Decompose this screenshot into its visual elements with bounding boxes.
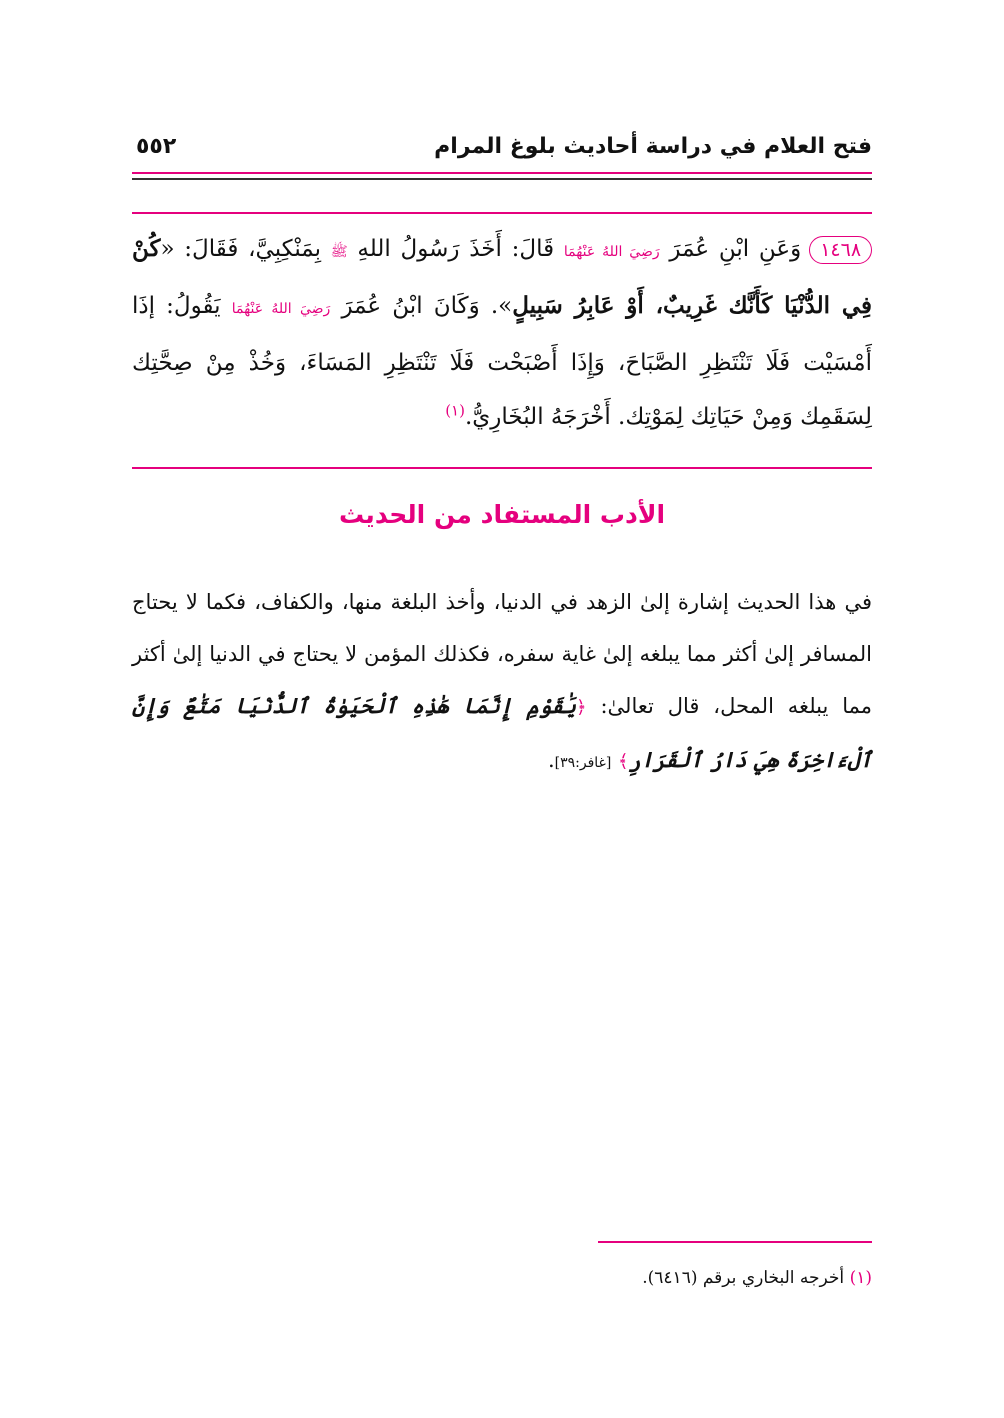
footnote-rule [598, 1241, 872, 1243]
footnote [132, 1268, 872, 1288]
header-rule-pink [132, 172, 872, 174]
body-text: في هذا الحديث إشارة إلىٰ الزهد في الدنيا، وأخذ البلغة منها، والكفاف، فكما لا يحتاج المسافر إلىٰ أكثر مما يبلغه إلىٰ غاية سفره، فكذلك المؤمن لا يحتاج في الدنيا إلىٰ أكثر مما يبلغه المحل، قال تعالىٰ: [132, 590, 873, 718]
body-paragraph [132, 576, 872, 789]
hadith-segment: قَالَ: أَخَذَ رَسُولُ اللهِ [357, 236, 555, 262]
hadith-segment: ». وَكَانَ ابْنُ عُمَرَ [341, 293, 513, 319]
section-title: الأدب المستفاد من الحديث [338, 500, 666, 529]
quran-open-ornament: ﴿ [576, 697, 587, 718]
footnote-number: (١) [849, 1268, 872, 1288]
hadith-text [132, 222, 872, 444]
footnote-text: أخرجه البخاري برقم (٦٤١٦). [642, 1268, 845, 1288]
prophetic-quote: كُنْ فِي الدُّنْيَا كَأَنَّك غَرِيبٌ، أَوْ عَابِرُ سَبِيلٍ [132, 235, 873, 319]
book-title: فتح العلام في دراسة أحاديث بلوغ المرام [434, 134, 872, 159]
honorific: رَضِيَ اللهُ عَنْهُمَا [231, 301, 331, 317]
hadith-segment: بِمَنْكِبِيَّ، فَقَالَ: « [160, 236, 321, 262]
hadith-number-badge: ١٤٦٨ [809, 236, 872, 264]
footnote-ref[interactable]: (١) [445, 401, 465, 420]
quran-verse: يَٰقَوْمِ إِنَّمَا هَٰذِهِ ٱلْحَيَوٰةُ ٱلدُّنْيَا مَتَٰعٌ وَإِنَّ ٱلْءَاخِرَةَ هِيَ دَارُ ٱلْقَرَارِ [132, 693, 872, 772]
hadith-bottom-rule [132, 467, 872, 469]
end-punct: . [547, 748, 555, 772]
page-header [132, 128, 872, 168]
verse-reference: [غافر:٣٩] [554, 755, 612, 771]
quran-close-ornament: ﴾ [618, 751, 629, 772]
honorific: ﷺ [330, 244, 348, 260]
hadith-top-rule [132, 212, 872, 214]
page-number: ٥٥٢ [136, 134, 177, 159]
hadith-segment: يَقُولُ: إذَا أَمْسَيْت فَلَا تَنْتَظِرِ الصَّبَاحَ، وَإِذَا أَصْبَحْت فَلَا تَنْتَظِرِ المَسَاءَ، وَخُذْ مِنْ صِحَّتِك لِسَقَمِك وَمِنْ حَيَاتِك لِمَوْتِك. أَخْرَجَهُ البُخَارِيُّ. [132, 293, 872, 430]
header-rule-dark [132, 178, 872, 180]
hadith-segment: وَعَنِ ابْنِ عُمَرَ [669, 236, 802, 262]
honorific: رَضِيَ اللهُ عَنْهُمَا [563, 244, 660, 260]
